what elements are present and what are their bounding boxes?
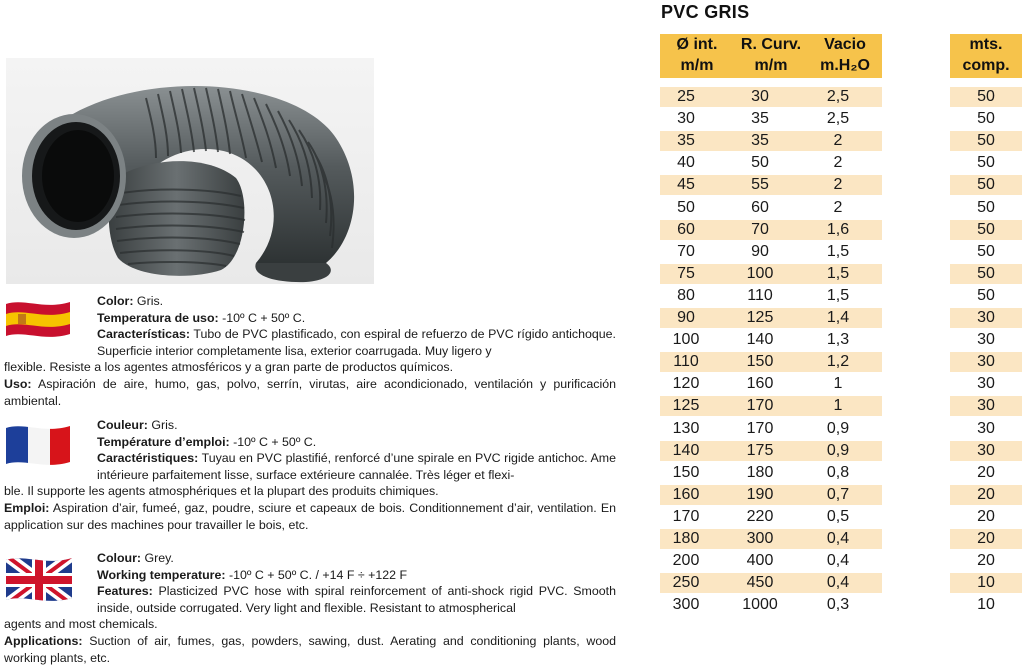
cell-length: 50 <box>977 176 995 194</box>
es-color: Color: Gris. <box>97 294 164 308</box>
cell-diameter: 250 <box>672 574 700 592</box>
header-diameter: Ø int. m/m <box>676 36 718 74</box>
cell-diameter: 75 <box>677 264 695 282</box>
cell-diameter: 25 <box>677 88 695 105</box>
cell-diameter: 45 <box>677 176 695 194</box>
cell-vacuum: 2,5 <box>826 110 850 128</box>
cell-length: 30 <box>977 419 995 437</box>
table-row <box>0 373 1024 395</box>
cell-length: 50 <box>977 132 995 150</box>
table-row <box>0 263 1024 285</box>
fr-use: Emploi: Aspiration d’air, fumeé, gaz, poudre, sciure et capeaux de bois. Conditionnement d’air, ventilation. En application sur des machines pour travailler le bois, etc. <box>4 500 616 532</box>
cell-length: 50 <box>977 88 995 105</box>
cell-curvature: 125 <box>746 309 774 326</box>
cell-length: 30 <box>977 331 995 349</box>
cell-vacuum: 1,3 <box>826 331 850 349</box>
cell-vacuum: 0,5 <box>826 507 850 525</box>
cell-vacuum: 0,9 <box>826 441 850 459</box>
cell-vacuum: 2 <box>833 154 843 172</box>
cell-curvature: 220 <box>746 507 774 525</box>
cell-vacuum: 1,5 <box>826 264 850 282</box>
table-row <box>0 506 1024 528</box>
table-row <box>0 550 1024 572</box>
cell-length: 50 <box>977 264 995 282</box>
cell-curvature: 110 <box>747 286 773 304</box>
cell-diameter: 110 <box>673 353 699 371</box>
en-color: Colour: Grey. <box>97 551 174 565</box>
cell-diameter: 100 <box>672 331 700 349</box>
table-row <box>0 594 1024 616</box>
table-row <box>0 395 1024 417</box>
cell-curvature: 150 <box>746 353 774 371</box>
cell-length: 30 <box>977 441 995 459</box>
cell-diameter: 130 <box>672 419 700 437</box>
cell-curvature: 400 <box>746 552 774 570</box>
cell-curvature: 450 <box>746 574 774 592</box>
cell-length: 30 <box>977 309 995 326</box>
cell-diameter: 125 <box>672 397 700 415</box>
cell-diameter: 60 <box>677 220 695 238</box>
table-row <box>0 285 1024 307</box>
table-header <box>660 34 882 78</box>
en-features: Features: Plasticized PVC hose with spiral reinforcement of anti-shock rigid PVC. Smooth inside, outside corrugated. Very light and flexible. Resistant to atmospherical <box>97 584 616 615</box>
cell-length: 50 <box>977 286 995 304</box>
cell-diameter: 35 <box>677 132 695 150</box>
cell-diameter: 180 <box>672 530 700 547</box>
en-applications: Applications: Suction of air, fumes, gas, powders, sawing, dust. Aerating and conditioning plants, wood working plants, etc. <box>4 633 616 665</box>
cell-curvature: 60 <box>751 198 769 216</box>
table-row <box>0 440 1024 462</box>
cell-length: 50 <box>977 110 995 128</box>
cell-vacuum: 0,3 <box>826 596 850 614</box>
cell-curvature: 190 <box>746 485 774 503</box>
fr-characteristics: Caractéristiques: Tuyau en PVC plastifié, renforcé d’une spirale en PVC rigide antichoc. Ame intérieure parfaitement lisse, surface extérieure cannalée. Très léger et flexi- <box>97 451 616 482</box>
cell-vacuum: 1,2 <box>826 353 850 371</box>
table-row <box>0 351 1024 373</box>
cell-diameter: 160 <box>672 485 700 503</box>
cell-vacuum: 2,5 <box>826 88 850 105</box>
cell-diameter: 80 <box>677 286 695 304</box>
cell-diameter: 30 <box>677 110 695 128</box>
cell-curvature: 160 <box>746 375 774 393</box>
table-row <box>0 152 1024 174</box>
cell-curvature: 140 <box>746 331 774 349</box>
table-row <box>0 174 1024 196</box>
cell-vacuum: 1,4 <box>826 309 850 326</box>
cell-diameter: 120 <box>672 375 700 393</box>
table-row <box>0 528 1024 550</box>
es-characteristics: Características: Tubo de PVC plastificado, con espiral de refuerzo de PVC rígido antichoque. Superficie interior completamente lisa, exterior coarrugada. Muy ligero y <box>97 327 616 358</box>
cell-vacuum: 0,4 <box>826 530 850 547</box>
cell-diameter: 90 <box>677 309 695 326</box>
cell-curvature: 175 <box>746 441 774 459</box>
cell-length: 20 <box>977 463 995 481</box>
table-row <box>0 86 1024 108</box>
cell-length: 50 <box>977 198 995 216</box>
cell-curvature: 35 <box>751 132 769 150</box>
cell-curvature: 1000 <box>742 596 778 614</box>
fr-characteristics-cont: ble. Il supporte les agents atmosphériques et la plupart des produits chimiques. <box>4 484 439 499</box>
cell-diameter: 200 <box>672 552 700 570</box>
cell-length: 30 <box>977 397 995 415</box>
cell-diameter: 170 <box>672 507 700 525</box>
cell-curvature: 170 <box>746 397 774 415</box>
cell-vacuum: 1,5 <box>826 242 850 260</box>
cell-length: 30 <box>977 375 995 393</box>
table-row <box>0 241 1024 263</box>
cell-length: 30 <box>977 353 995 371</box>
cell-vacuum: 0,7 <box>826 485 850 503</box>
cell-curvature: 50 <box>751 154 769 172</box>
table-row <box>0 329 1024 351</box>
cell-vacuum: 0,4 <box>826 574 850 592</box>
cell-curvature: 35 <box>751 110 769 128</box>
table-row <box>0 130 1024 152</box>
cell-length: 50 <box>977 154 995 172</box>
en-temperature: Working temperature: -10º C + 50º C. / +14 F ÷ +122 F <box>97 567 408 582</box>
cell-length: 20 <box>977 552 995 570</box>
table-row <box>0 418 1024 440</box>
cell-length: 20 <box>977 507 995 525</box>
cell-diameter: 300 <box>672 596 700 614</box>
header-length: mts. comp. <box>950 34 1022 78</box>
table-row <box>0 572 1024 594</box>
cell-vacuum: 1,6 <box>826 220 850 238</box>
cell-curvature: 300 <box>746 530 774 547</box>
cell-curvature: 90 <box>751 242 769 260</box>
cell-diameter: 50 <box>677 198 695 216</box>
fr-color: Couleur: Gris. <box>97 418 178 432</box>
table-row <box>0 108 1024 130</box>
cell-curvature: 30 <box>751 88 769 105</box>
cell-vacuum: 0,9 <box>826 419 850 437</box>
cell-vacuum: 1 <box>833 375 843 393</box>
table-title: PVC GRIS <box>661 2 750 22</box>
cell-curvature: 180 <box>746 463 774 481</box>
cell-diameter: 140 <box>672 441 700 459</box>
en-features-cont: agents and most chemicals. <box>4 617 158 632</box>
cell-diameter: 150 <box>672 463 700 481</box>
cell-length: 50 <box>977 242 995 260</box>
table-row <box>0 307 1024 329</box>
fr-temperature: Température d’emploi: -10º C + 50º C. <box>97 434 317 449</box>
cell-curvature: 55 <box>751 176 769 194</box>
cell-vacuum: 0,8 <box>826 463 850 481</box>
cell-vacuum: 2 <box>833 132 843 150</box>
cell-vacuum: 2 <box>833 176 843 194</box>
es-use: Uso: Aspiración de aire, humo, gas, polvo, serrín, virutas, aire acondicionado, ventilación y purificación ambiental. <box>4 376 616 408</box>
table-row <box>0 219 1024 241</box>
cell-length: 10 <box>977 596 995 614</box>
cell-vacuum: 1 <box>833 397 843 415</box>
cell-length: 10 <box>977 574 995 592</box>
cell-curvature: 170 <box>746 419 774 437</box>
cell-length: 20 <box>977 530 995 547</box>
cell-diameter: 40 <box>677 154 695 172</box>
cell-vacuum: 0,4 <box>826 552 850 570</box>
cell-diameter: 70 <box>677 242 695 260</box>
es-temperature: Temperatura de uso: -10º C + 50º C. <box>97 310 306 325</box>
cell-length: 20 <box>977 485 995 503</box>
header-curvature: R. Curv. m/m <box>740 36 802 74</box>
table-row <box>0 484 1024 506</box>
table-row <box>0 462 1024 484</box>
cell-curvature: 100 <box>746 264 774 282</box>
table-row <box>0 197 1024 219</box>
cell-vacuum: 2 <box>833 198 843 216</box>
cell-length: 50 <box>977 220 995 238</box>
cell-vacuum: 1,5 <box>826 286 850 304</box>
es-characteristics-cont: flexible. Resiste a los agentes atmosféricos y a gran parte de productos químicos. <box>4 360 454 375</box>
cell-curvature: 70 <box>751 220 769 238</box>
header-vacuum: Vacio m.H₂O <box>820 36 870 74</box>
